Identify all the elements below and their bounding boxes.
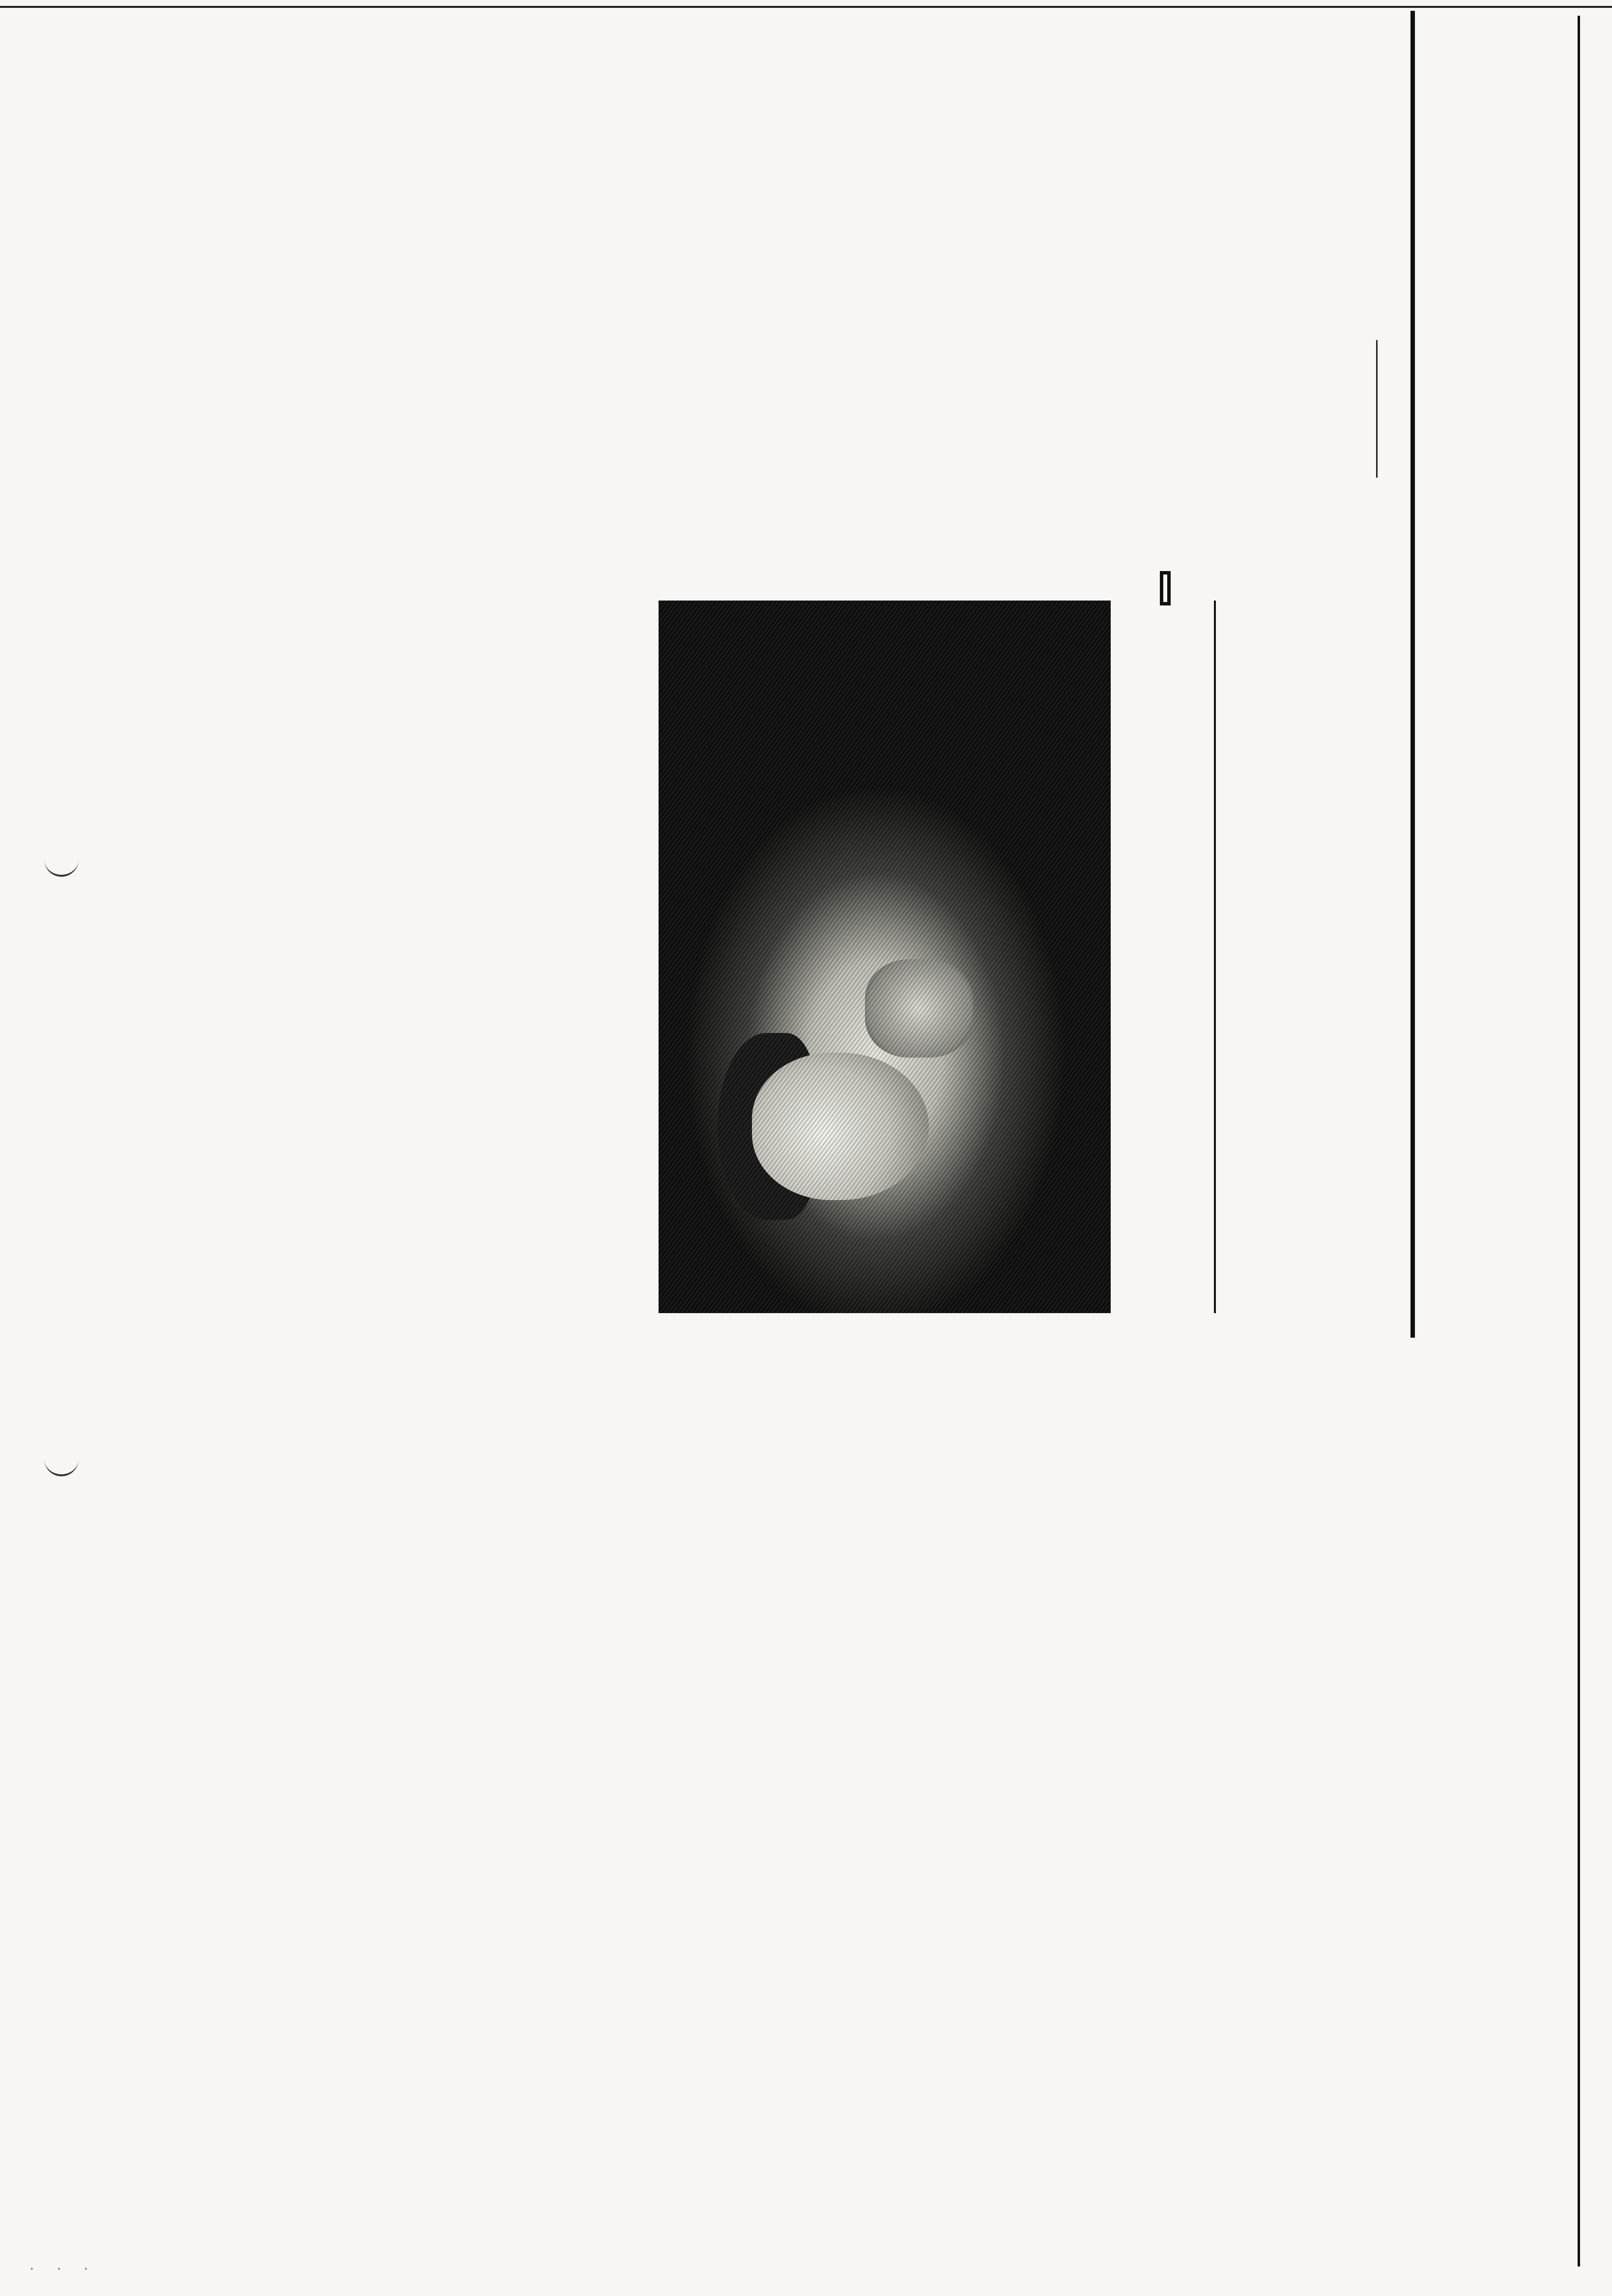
- body-columns-left: [953, 1323, 1563, 2247]
- page-bottom-rule: [1578, 16, 1580, 2267]
- body-columns-middle: [1229, 601, 1573, 1313]
- cavaco-silva-photo: [659, 601, 1111, 1313]
- body-columns-right: [639, 11, 1386, 591]
- caption-rule: [1214, 601, 1216, 1313]
- scan-specks: · · ·: [29, 2261, 97, 2278]
